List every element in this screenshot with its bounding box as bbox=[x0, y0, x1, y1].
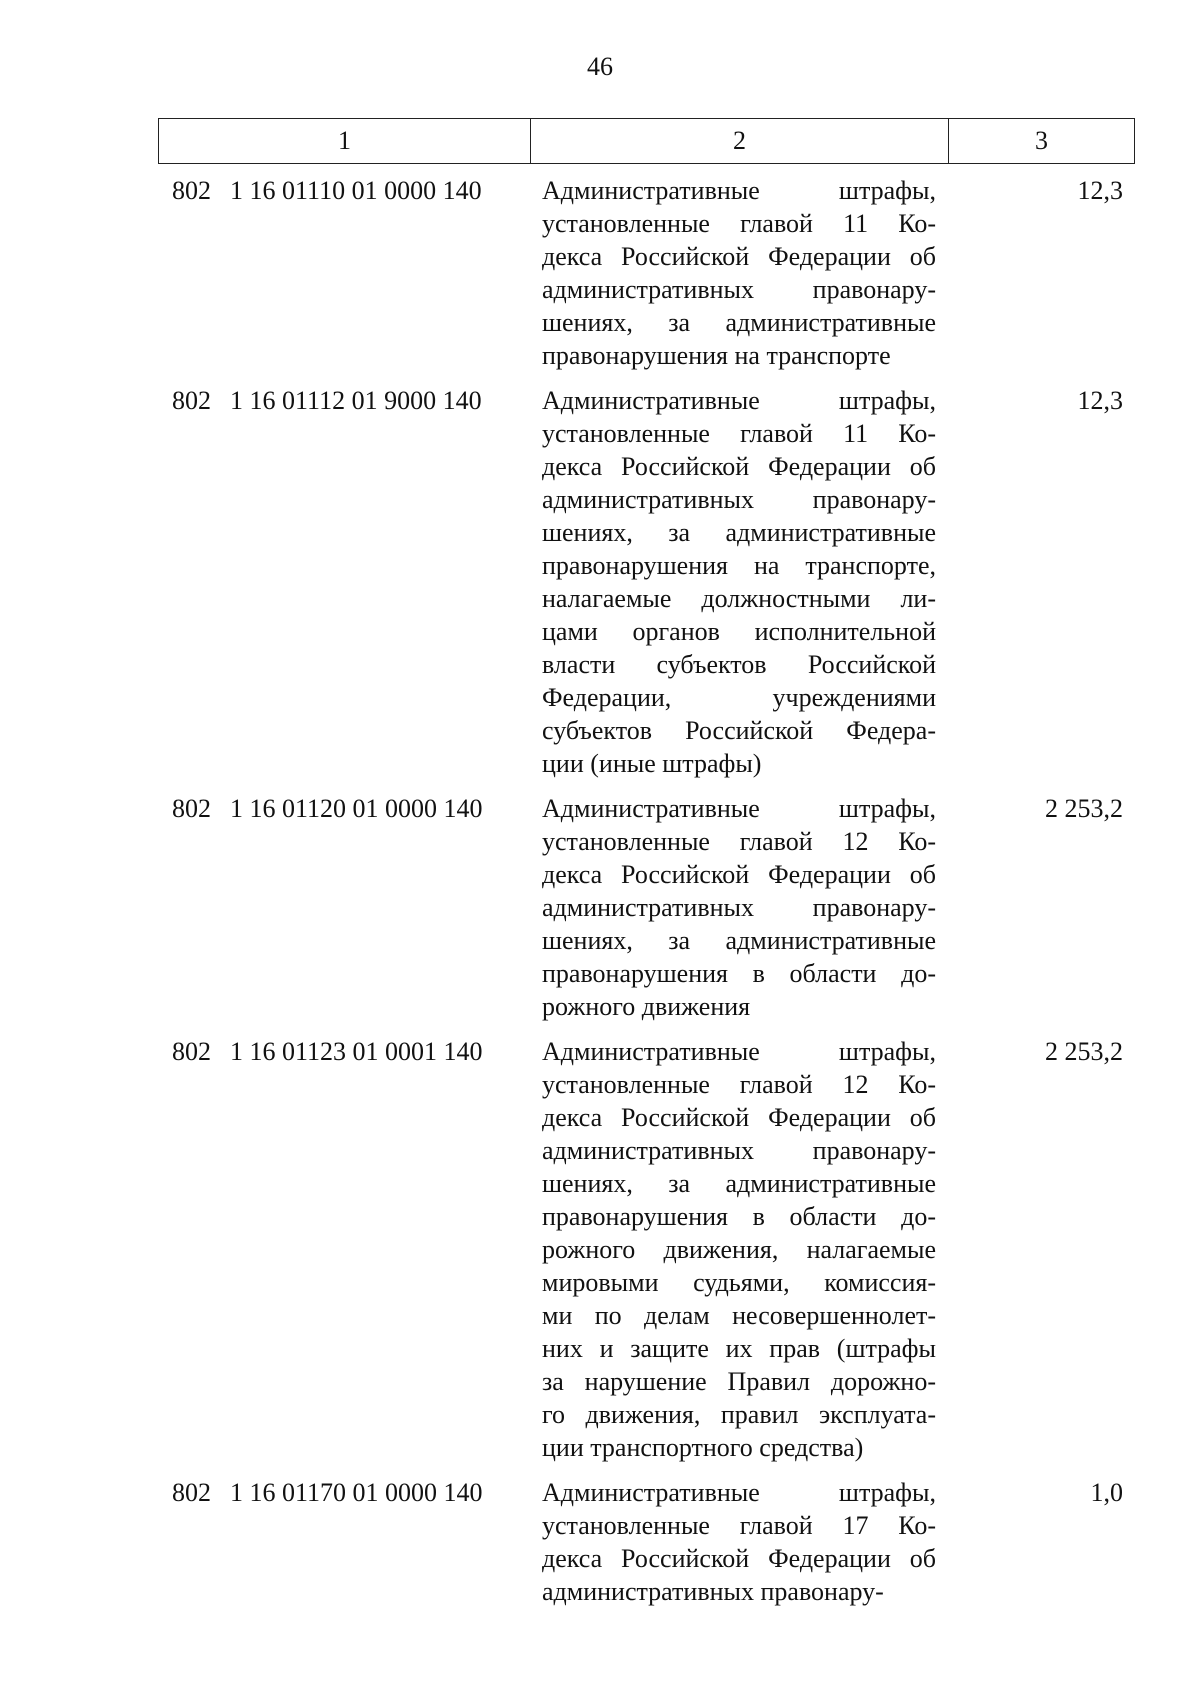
table-row bbox=[158, 174, 1135, 372]
description-line: административных правонару- bbox=[542, 275, 936, 304]
budget-code-cell: 1 16 01120 01 0000 140 bbox=[230, 794, 483, 823]
budget-code-cell: 1 16 01110 01 0000 140 bbox=[230, 176, 482, 205]
amount-cell: 12,3 bbox=[1077, 176, 1123, 205]
description-line: налагаемые должностными ли- bbox=[542, 584, 936, 613]
description-cell bbox=[530, 174, 948, 372]
table-header-row bbox=[158, 118, 1135, 164]
description-line: ции транспортного средства) bbox=[542, 1433, 864, 1462]
description-line: го движения, правил эксплуата- bbox=[542, 1400, 936, 1429]
description-line: Административные штрафы, bbox=[542, 386, 936, 415]
description-line: установленные главой 12 Ко- bbox=[542, 1070, 936, 1099]
description-line: административных правонару- bbox=[542, 1136, 936, 1165]
budget-code-cell: 1 16 01170 01 0000 140 bbox=[230, 1478, 483, 1507]
description-line: шениях, за административные bbox=[542, 308, 936, 337]
description-line: декса Российской Федерации об bbox=[542, 242, 936, 271]
description-cell bbox=[530, 1476, 948, 1608]
amount-cell: 2 253,2 bbox=[1045, 794, 1123, 823]
description-line: шениях, за административные bbox=[542, 926, 936, 955]
description-line: мировыми судьями, комиссия- bbox=[542, 1268, 936, 1297]
description-line: ми по делам несовершеннолет- bbox=[542, 1301, 936, 1330]
description-cell bbox=[530, 792, 948, 1023]
description-line: Федерации, учреждениями bbox=[542, 683, 936, 712]
description-cell bbox=[530, 384, 948, 780]
description-line: власти субъектов Российской bbox=[542, 650, 936, 679]
description-line: Административные штрафы, bbox=[542, 794, 936, 823]
description-line: правонарушения в области до- bbox=[542, 959, 936, 988]
description-line: административных правонару- bbox=[542, 485, 936, 514]
table-row bbox=[158, 1035, 1135, 1464]
description-line: правонарушения в области до- bbox=[542, 1202, 936, 1231]
admin-code-cell: 802 bbox=[172, 386, 211, 415]
description-line: субъектов Российской Федера- bbox=[542, 716, 936, 745]
description-line: установленные главой 11 Ко- bbox=[542, 209, 936, 238]
amount-cell: 12,3 bbox=[1077, 386, 1123, 415]
description-line: установленные главой 17 Ко- bbox=[542, 1511, 936, 1540]
header-cell-1: 1 bbox=[159, 119, 531, 163]
admin-code-cell: 802 bbox=[172, 176, 211, 205]
description-line: рожного движения, налагаемые bbox=[542, 1235, 936, 1264]
description-line: административных правонару- bbox=[542, 893, 936, 922]
description-line: установленные главой 11 Ко- bbox=[542, 419, 936, 448]
description-line: них и защите их прав (штрафы bbox=[542, 1334, 936, 1363]
description-line: декса Российской Федерации об bbox=[542, 452, 936, 481]
description-line: установленные главой 12 Ко- bbox=[542, 827, 936, 856]
table-row bbox=[158, 792, 1135, 1023]
description-line: шениях, за административные bbox=[542, 518, 936, 547]
table-row bbox=[158, 1476, 1135, 1608]
table-body bbox=[158, 174, 1135, 1608]
description-line: рожного движения bbox=[542, 992, 751, 1021]
page-number: 46 bbox=[587, 52, 613, 81]
description-line: декса Российской Федерации об bbox=[542, 1544, 936, 1573]
description-line: декса Российской Федерации об bbox=[542, 1103, 936, 1132]
description-cell bbox=[530, 1035, 948, 1464]
description-line: Административные штрафы, bbox=[542, 176, 936, 205]
budget-code-cell: 1 16 01123 01 0001 140 bbox=[230, 1037, 483, 1066]
description-line: цами органов исполнительной bbox=[542, 617, 936, 646]
admin-code-cell: 802 bbox=[172, 1037, 211, 1066]
admin-code-cell: 802 bbox=[172, 1478, 211, 1507]
header-cell-2: 2 bbox=[531, 119, 949, 163]
revenue-table bbox=[158, 118, 1135, 1608]
description-line: за нарушение Правил дорожно- bbox=[542, 1367, 936, 1396]
admin-code-cell: 802 bbox=[172, 794, 211, 823]
description-line: административных правонару- bbox=[542, 1577, 884, 1606]
description-line: Административные штрафы, bbox=[542, 1478, 936, 1507]
budget-code-cell: 1 16 01112 01 9000 140 bbox=[230, 386, 482, 415]
amount-cell: 1,0 bbox=[1090, 1478, 1123, 1507]
amount-cell: 2 253,2 bbox=[1045, 1037, 1123, 1066]
table-row bbox=[158, 384, 1135, 780]
description-line: шениях, за административные bbox=[542, 1169, 936, 1198]
description-line: декса Российской Федерации об bbox=[542, 860, 936, 889]
description-line: правонарушения на транспорте, bbox=[542, 551, 936, 580]
header-cell-3: 3 bbox=[1035, 126, 1048, 155]
description-line: ции (иные штрафы) bbox=[542, 749, 762, 778]
description-line: Административные штрафы, bbox=[542, 1037, 936, 1066]
description-line: правонарушения на транспорте bbox=[542, 341, 891, 370]
